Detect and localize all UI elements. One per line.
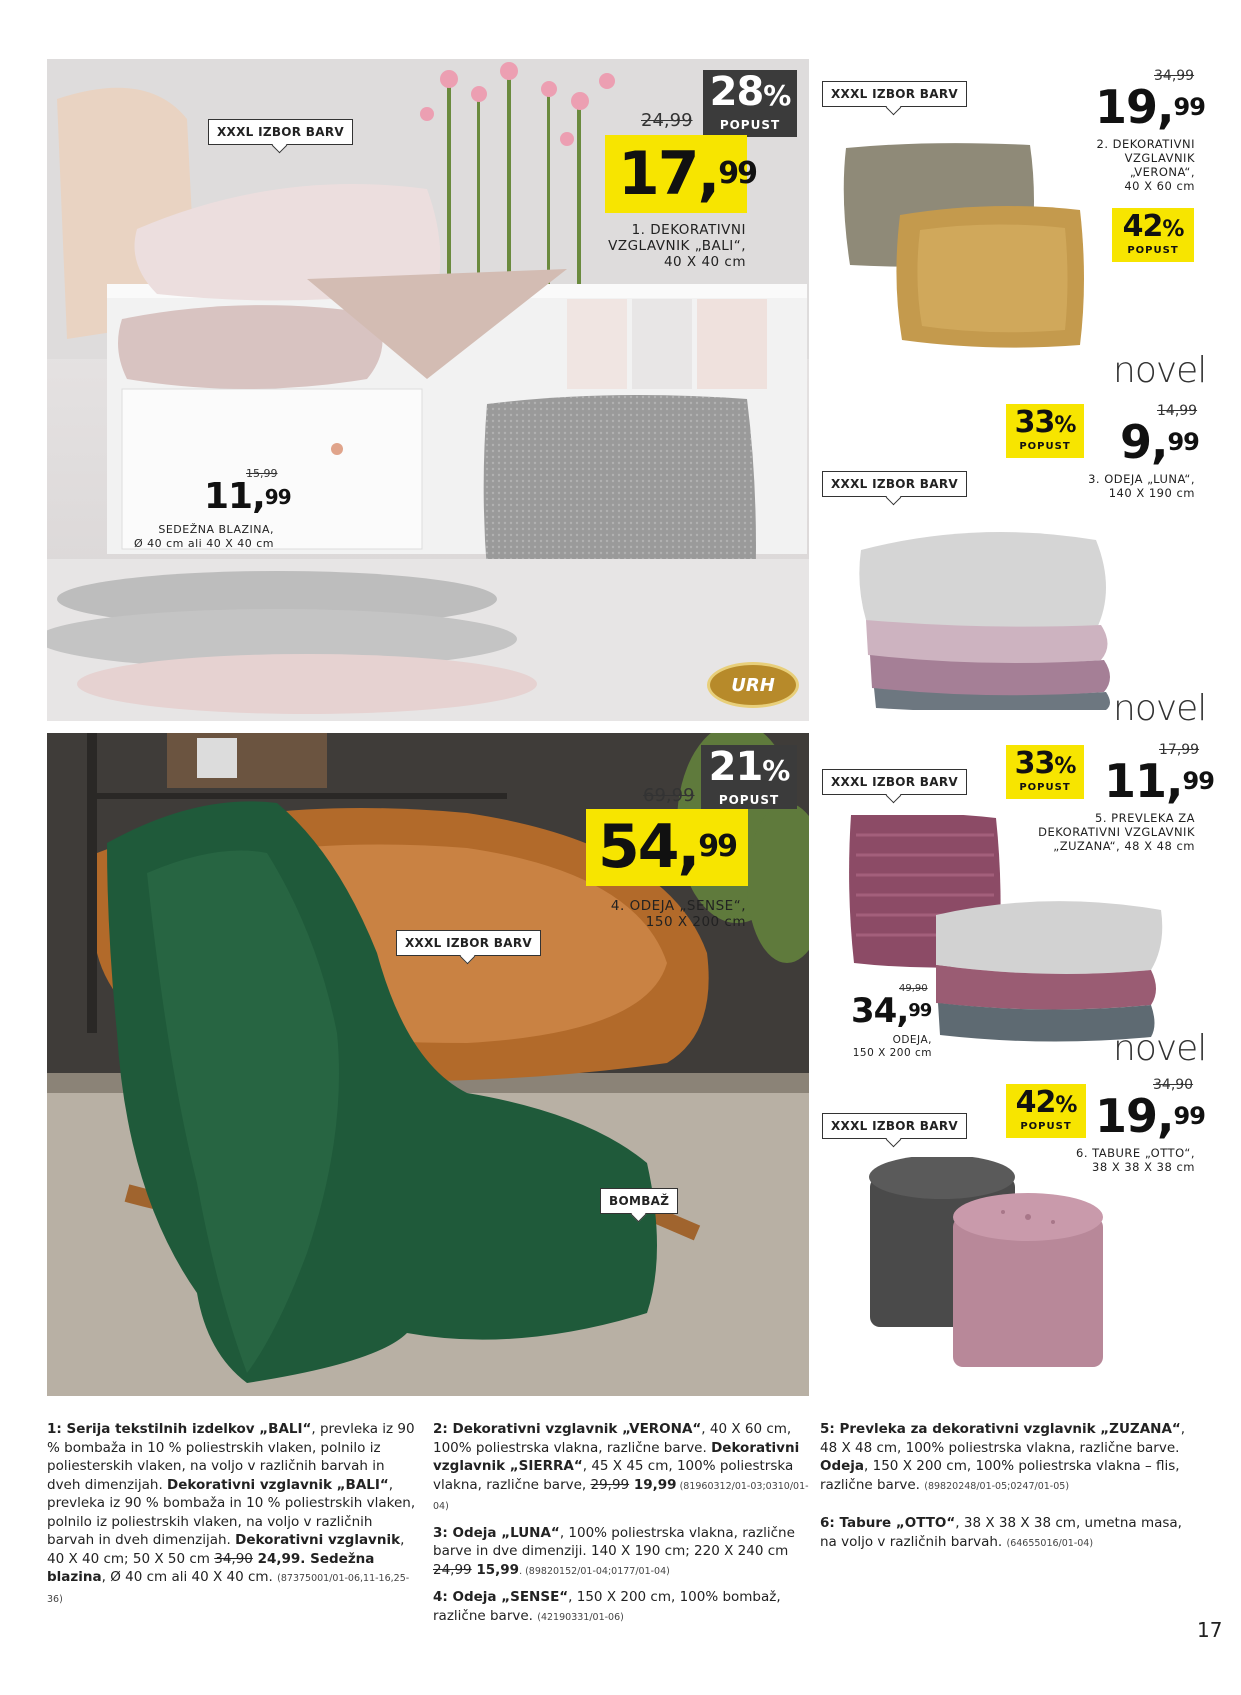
luna-title: 3: Odeja „LUNA“ — [433, 1524, 560, 1541]
price-dec: 99 — [1173, 93, 1205, 121]
luna-old-price: 14,99 — [1157, 403, 1198, 419]
old-price: 34,90 — [214, 1550, 253, 1567]
otto-title: 6: Tabure „OTTO“ — [820, 1515, 956, 1531]
luna-price — [1120, 417, 1199, 467]
discount-label: POPUST — [1019, 441, 1071, 452]
tag-label: BOMBAŽ — [609, 1194, 670, 1208]
price-dec: 99 — [718, 156, 757, 191]
discount-unit: % — [1055, 1093, 1077, 1118]
product-code: (89820248/01-05;0247/01-05) — [924, 1480, 1070, 1492]
sense-title: 4: Odeja „SENSE“ — [433, 1589, 569, 1605]
discount-unit: % — [763, 79, 791, 112]
bali-old-price: 24,99 — [641, 110, 693, 131]
tag-label: XXXL IZBOR BARV — [831, 1119, 958, 1133]
zuzana-old-price: 17,99 — [1159, 742, 1200, 758]
text: , 40 X 60 cm, 100% poliestrska vlakna, različne barve. — [433, 1421, 792, 1456]
otto-stools-image — [868, 1157, 1108, 1372]
desc-line: „ZUZANA“, 48 X 48 cm — [1053, 839, 1195, 853]
discount-unit: % — [1054, 413, 1076, 438]
luna-discount-badge — [1006, 404, 1084, 458]
page-number: 17 — [1197, 1618, 1223, 1642]
cotton-tag — [600, 1188, 678, 1214]
bold-text: Dekorativni vzglavnik „SIERRA“ — [433, 1439, 800, 1474]
price-int: 19, — [1095, 1089, 1174, 1143]
sense-price — [598, 812, 737, 882]
discount-unit: % — [762, 754, 790, 787]
discount-value: 42 — [1015, 1085, 1056, 1120]
seat-old-price: 15,99 — [246, 467, 278, 480]
discount-value: 33 — [1014, 405, 1055, 440]
seat-price — [204, 477, 291, 517]
desc-line: „VERONA“, — [1129, 165, 1195, 179]
text: , 48 X 48 cm, 100% poliestrska vlakna, različne barve. — [820, 1421, 1186, 1456]
blanket-description — [820, 1034, 932, 1060]
price-int: 17, — [618, 139, 719, 209]
bold-text: Odeja — [820, 1458, 865, 1474]
discount-label: POPUST — [1127, 245, 1179, 256]
luna-description — [1030, 472, 1195, 500]
discount-label: POPUST — [718, 793, 780, 807]
discount-value: 33 — [1014, 746, 1055, 781]
novel-logo: novel — [1113, 688, 1207, 729]
bali-description — [540, 222, 746, 270]
discount-value: 21 — [708, 744, 763, 790]
desc-line: 3. ODEJA „LUNA“, — [1088, 472, 1195, 486]
zuzana-discount-badge — [1006, 745, 1084, 799]
otto-discount-badge — [1006, 1084, 1086, 1138]
text: , 45 X 45 cm, 100% poliestrska vlakna, različne barve, — [433, 1458, 794, 1493]
luna-color-choice-tag — [822, 471, 967, 497]
sense-color-choice-tag — [396, 930, 541, 956]
urh-logo — [707, 662, 799, 708]
discount-label: POPUST — [1020, 1121, 1072, 1132]
novel-logo: novel — [1113, 1028, 1207, 1069]
new-price: 24,99 — [252, 1550, 301, 1567]
desc-line: 40 X 60 cm — [1124, 179, 1195, 193]
bold-text: Dekorativni vzglavnik — [235, 1532, 401, 1548]
desc-line: 1. DEKORATIVNI — [631, 222, 746, 238]
product-code: . (89820152/01-04;0177/01-04) — [519, 1565, 670, 1577]
text: , 150 X 200 cm, 100% poliestrska vlakna – flis, različne barve. — [820, 1458, 1180, 1493]
tag-label: XXXL IZBOR BARV — [217, 125, 344, 139]
desc-line: Ø 40 cm ali 40 X 40 cm — [133, 537, 274, 550]
discount-label: POPUST — [1019, 782, 1071, 793]
luna-blankets-image — [856, 510, 1126, 710]
new-price: 19,99 — [629, 1476, 677, 1493]
product-code: (87375001/01-06,11-16,25-36) — [47, 1573, 410, 1605]
description-column-2 — [433, 1420, 813, 1634]
otto-price — [1095, 1091, 1205, 1141]
new-price: 15,99 — [471, 1561, 520, 1578]
discount-value: 42 — [1122, 209, 1163, 244]
discount-unit: % — [1162, 217, 1184, 242]
price-dec: 99 — [264, 485, 291, 509]
desc-line: 150 X 200 cm — [645, 914, 746, 930]
verona-discount-badge — [1112, 208, 1194, 262]
zuzana-title: 5: Prevleka za dekorativni vzglavnik „ZUZANA“ — [820, 1421, 1181, 1437]
bold-text: Dekorativni vzglavnik „BALI“ — [167, 1476, 389, 1493]
product-code: (42190331/01-06) — [537, 1611, 624, 1623]
desc-line: SEDEŽNA BLAZINA, — [158, 523, 274, 536]
text: , prevleka iz 90 % bombaža in 10 % poliestrskih vlaken, polnilo iz poliesterskih vlaken, na voljo v različnih barvah in dveh dimenzijah. — [47, 1421, 415, 1493]
description-column-3 — [820, 1420, 1200, 1560]
discount-unit: % — [1054, 754, 1076, 779]
otto-old-price: 34,90 — [1153, 1077, 1194, 1093]
price-int: 19, — [1095, 80, 1174, 134]
price-dec: 99 — [1167, 428, 1199, 456]
blanket-price — [851, 992, 931, 1030]
price-int: 9, — [1120, 415, 1168, 469]
text: , prevleka iz 90 % bombaža in 10 % poliestrskih vlaken, polnilo iz poliestrskih vlaken, na voljo v različnih barvah in dveh dimenzijah. — [47, 1476, 416, 1548]
desc-line: ODEJA, — [892, 1034, 932, 1046]
description-column-1 — [47, 1420, 417, 1616]
sense-discount-badge — [701, 745, 797, 809]
text: , 100% poliestrska vlakna, različne barve in dve dimenziji. 140 X 190 cm; 220 X 240 cm — [433, 1524, 795, 1559]
product-code: (81960312/01-03;0310/01-04) — [433, 1480, 809, 1512]
price-int: 54, — [598, 812, 699, 882]
desc-line: 40 X 40 cm — [663, 254, 746, 270]
bali-price — [618, 139, 757, 209]
desc-line: VZGLAVNIK — [1124, 151, 1195, 165]
verona-color-choice-tag — [822, 81, 967, 107]
desc-line: DEKORATIVNI VZGLAVNIK — [1038, 825, 1195, 839]
seat-description — [120, 523, 274, 551]
discount-label: POPUST — [719, 118, 781, 132]
tag-label: XXXL IZBOR BARV — [405, 936, 532, 950]
price-int: 11, — [1104, 754, 1183, 808]
price-int: 34, — [851, 991, 909, 1031]
verona-title: 2: Dekorativni vzglavnik „VERONA“ — [433, 1421, 702, 1437]
discount-value: 28 — [709, 69, 764, 115]
price-int: 11, — [204, 476, 265, 517]
sense-old-price: 69,99 — [643, 785, 695, 806]
top-color-choice-tag — [208, 119, 353, 145]
verona-price — [1095, 82, 1205, 132]
verona-old-price: 34,99 — [1154, 68, 1195, 84]
text: , 38 X 38 X 38 cm, umetna masa, na voljo v različnih barvah. — [820, 1515, 1182, 1550]
desc-line: 5. PREVLEKA ZA — [1095, 811, 1195, 825]
desc-line: VZGLAVNIK „BALI“, — [608, 238, 746, 254]
tag-label: XXXL IZBOR BARV — [831, 775, 958, 789]
text: , 150 X 200 cm, 100% bombaž, različne barve. — [433, 1589, 781, 1624]
price-dec: 99 — [1182, 767, 1214, 795]
desc-line: 6. TABURE „OTTO“, — [1076, 1146, 1195, 1160]
novel-logo: novel — [1113, 350, 1207, 391]
urh-logo-text: URH — [731, 674, 775, 696]
product-code: (64655016/01-04) — [1006, 1537, 1094, 1549]
blanket-old-price: 49,90 — [899, 983, 928, 994]
tag-label: XXXL IZBOR BARV — [831, 87, 958, 101]
desc-line: 38 X 38 X 38 cm — [1092, 1160, 1195, 1174]
price-dec: 99 — [908, 1000, 932, 1021]
old-price: 29,99 — [590, 1476, 630, 1493]
desc-line: 2. DEKORATIVNI — [1096, 137, 1195, 151]
text: , 40 X 40 cm; 50 X 50 cm — [47, 1532, 405, 1567]
tag-label: XXXL IZBOR BARV — [831, 477, 958, 491]
sense-description — [540, 898, 746, 930]
desc-line: 140 X 190 cm — [1108, 486, 1195, 500]
bold-text: . Sedežna blazina — [47, 1550, 375, 1585]
verona-description — [1030, 137, 1195, 193]
zuzana-color-choice-tag — [822, 769, 967, 795]
old-price: 24,99 — [433, 1561, 472, 1578]
price-dec: 99 — [698, 829, 737, 864]
desc-line: 4. ODEJA „SENSE“, — [610, 898, 746, 914]
bali-discount-badge — [703, 70, 797, 137]
zuzana-price — [1104, 756, 1214, 806]
otto-color-choice-tag — [822, 1113, 967, 1139]
price-dec: 99 — [1173, 1102, 1205, 1130]
text: , Ø 40 cm ali 40 X 40 cm. — [101, 1569, 278, 1585]
bali-series-title: 1: Serija tekstilnih izdelkov „BALI“ — [47, 1421, 312, 1437]
desc-line: 150 X 200 cm — [852, 1047, 932, 1059]
